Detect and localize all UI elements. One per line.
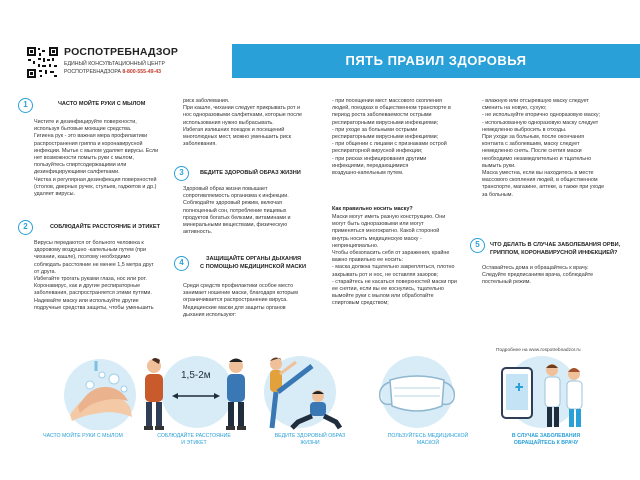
- text-line: - старайтесь не касаться поверхностей маски при: [332, 278, 457, 285]
- text-line: нет возможности помыть руки с мылом,: [34, 155, 134, 162]
- text-line: от друга.: [34, 268, 56, 275]
- section-2-title: СОБЛЮДАЙТЕ РАССТОЯНИЕ И ЭТИКЕТ: [50, 224, 160, 230]
- column-2-top: [183, 98, 333, 148]
- text-line: Избегайте трогать руками глаза, нос или рот.: [34, 276, 147, 283]
- text-line: чихании, кашле), поэтому необходимо: [34, 254, 131, 261]
- text-line: нос одноразовыми салфетками, которые после: [183, 112, 303, 119]
- text-line: дыхания используют:: [183, 311, 237, 318]
- text-line: здоровому воздушно -капельным путем (при: [34, 247, 146, 254]
- caption-line: В СЛУЧАЕ ЗАБОЛЕВАНИЯ: [511, 433, 581, 439]
- text-line: важно правильно ее носить:: [332, 257, 404, 264]
- section-number-5: 5: [470, 238, 485, 253]
- column-4-top: [482, 98, 638, 199]
- caption-distance: [146, 433, 242, 446]
- caption-line: ОБРАЩАЙТЕСЬ К ВРАЧУ: [513, 439, 579, 446]
- text-line: заболевания, распространяется этими путями.: [34, 290, 152, 297]
- page-title: ПЯТЬ ПРАВИЛ ЗДОРОВЬЯ: [345, 53, 527, 68]
- hotline-phone[interactable]: 8-800-555-49-43: [122, 69, 162, 75]
- text-line: транспорте, магазине, аптеке, а также при уходе: [482, 184, 605, 191]
- text-line: - при общении с лицами с признаками острой: [332, 141, 447, 148]
- social-distance-illustration: [132, 352, 262, 432]
- text-line: непринципиально.: [332, 242, 379, 249]
- text-line: полноценный сон, потребление пищевых: [183, 207, 287, 214]
- text-line: Маски могут иметь разную конструкцию. Они: [332, 214, 446, 220]
- text-line: спиртовым средством;: [332, 300, 389, 307]
- text-line: - при рисках инфицирования другими: [332, 155, 427, 162]
- text-line: воздушно-капельным путем.: [332, 170, 404, 177]
- text-line: продуктов богатых белками, витаминами и: [183, 214, 291, 221]
- doctor-consultation-illustration: [492, 352, 592, 432]
- text-line: соблюдать расстояние не менее 1,5 метра друг: [34, 261, 154, 268]
- text-line: сопротивляемость организма к инфекции.: [183, 193, 289, 200]
- text-line: Чистите и дезинфицируйте поверхности,: [34, 119, 137, 125]
- text-line: контакта с заболевшим, маску следует: [482, 141, 580, 148]
- text-line: Избегая излишних поездок и посещений: [183, 126, 285, 133]
- section-4-title-line-2: С ПОМОЩЬЮ МЕДИЦИНСКОЙ МАСКИ: [200, 264, 306, 270]
- text-line: (столов, дверных ручек, стульев, гаджетов и др.): [34, 183, 157, 190]
- text-line: за больным.: [482, 191, 513, 198]
- caption-doctor: [494, 433, 598, 446]
- org-subtitle-2-text: РОСПОТРЕБНАДЗОРА: [64, 69, 121, 75]
- title-banner: [232, 44, 640, 78]
- text-line: занимает ношение маски, благодаря которым: [183, 290, 298, 297]
- text-line: применяться многократно. Какой стороной: [332, 228, 440, 235]
- text-line: Чистка и регулярная дезинфекция поверхностей: [34, 176, 157, 183]
- section-number-1: 1: [18, 98, 33, 113]
- caption-mask: [374, 433, 482, 446]
- text-line: активность.: [183, 229, 213, 236]
- text-line: распространения гриппа и коронавирусной: [34, 140, 143, 147]
- text-line: Коронавирус, как и другие респираторные: [34, 283, 141, 290]
- text-line: - при посещении мест массового скопления: [332, 98, 442, 104]
- text-line: удаляет вирусы.: [34, 191, 76, 198]
- section-5-title-line-2: ГРИППОМ, КОРОНАВИРУСНОЙ ИНФЕКЦИЕЙ?: [490, 250, 618, 256]
- text-line: Среди средств профилактики особое место: [183, 283, 294, 289]
- text-line: пользуйтесь спиртсодержащими или: [34, 162, 127, 169]
- caption-line: ВЕДИТЕ ЗДОРОВЫЙ ОБРАЗ: [274, 433, 346, 439]
- text-line: При уходе за больным, после окончания: [482, 134, 585, 141]
- text-line: немедленно выбросить в отходы.: [482, 126, 567, 133]
- text-line: период роста заболеваемости острыми: [332, 112, 432, 119]
- section-3-body: [183, 186, 333, 236]
- org-name: РОСПОТРЕБНАДЗОР: [64, 46, 179, 58]
- text-line: - использованную одноразовую маску следует: [482, 119, 599, 126]
- text-line: Здоровый образ жизни повышает: [183, 186, 268, 192]
- caption-line: МАСКОЙ: [416, 439, 440, 446]
- text-line: ее снятии, если вы ее коснулись, тщательно: [332, 286, 444, 293]
- text-line: вымойте руки с мылом или обработайте: [332, 293, 434, 300]
- text-line: Оставайтесь дома и обращайтесь к врачу.: [482, 265, 589, 271]
- text-line: использования нужно выбрасывать.: [183, 119, 274, 126]
- text-line: респираторными вирусными инфекциями;: [332, 119, 439, 126]
- text-line: закрывать рот и нос, не оставляя зазоров;: [332, 271, 439, 278]
- text-line: дезинфицирующими салфетками.: [34, 169, 120, 176]
- qr-code-icon: [26, 46, 59, 79]
- section-1-body: [34, 119, 184, 198]
- caption-line: СОБЛЮДАЙТЕ РАССТОЯНИЕ: [157, 433, 231, 439]
- text-line: массового скопления людей, в общественном: [482, 177, 598, 184]
- medical-mask-illustration: [372, 352, 462, 432]
- text-line: подручные средства защиты, чтобы уменьшить: [34, 304, 154, 311]
- text-line: - влажную или отсыревшую маску следует: [482, 98, 589, 104]
- text-line: необходимо незамедлительно и тщательно: [482, 155, 592, 162]
- healthy-lifestyle-illustration: [252, 352, 347, 432]
- text-line: ограничивается распространение вируса.: [183, 297, 288, 304]
- org-subtitle-2: [64, 69, 161, 75]
- caption-healthy-lifestyle: [262, 433, 358, 446]
- text-line: Соблюдайте здоровый режим, включая: [183, 200, 282, 207]
- section-4-body: [183, 283, 333, 319]
- caption-line: ПОЛЬЗУЙТЕСЬ МЕДИЦИНСКОЙ: [387, 433, 469, 439]
- caption-line: И ЭТИКЕТ: [181, 439, 207, 446]
- text-line: респираторными вирусными инфекциями;: [332, 134, 439, 141]
- section-5-title-line-1: ЧТО ДЕЛАТЬ В СЛУЧАЕ ЗАБОЛЕВАНИЯ ОРВИ,: [490, 242, 621, 248]
- text-line: внутрь носить медицинскую маску -: [332, 235, 422, 242]
- text-line: - маска должна тщательно закрепляться, плотно: [332, 264, 455, 271]
- section-number-2: 2: [18, 220, 33, 235]
- section-3-title: ВЕДИТЕ ЗДОРОВЫЙ ОБРАЗ ЖИЗНИ: [200, 170, 301, 176]
- text-line: Медицинские маски для защиты органов: [183, 304, 286, 311]
- text-line: вымыть руки.: [482, 162, 516, 169]
- text-line: немедленно снять. После снятия маски: [482, 148, 582, 155]
- column-3-top: [332, 98, 482, 177]
- text-line: минеральными веществами, физическую: [183, 222, 288, 229]
- text-line: инфекции. Мытье с мылом удаляет вирусы. Если: [34, 147, 159, 154]
- text-line: Гигиена рук - это важная мера профилактики: [34, 133, 148, 140]
- text-line: могут быть одноразовыми или могут: [332, 221, 424, 228]
- text-line: используя бытовые моющие средства.: [34, 126, 132, 133]
- text-line: риск заболевания.: [183, 98, 230, 104]
- text-line: Вирусы передаются от больного человека к: [34, 240, 144, 246]
- text-line: - при уходе за больными острыми: [332, 126, 418, 133]
- text-line: заболевания.: [183, 141, 217, 148]
- text-line: инфекциями, передающимися: [332, 162, 409, 169]
- section-4-title-line-1: ЗАЩИЩАЙТЕ ОРГАНЫ ДЫХАНИЯ: [206, 256, 302, 262]
- text-line: При кашле, чихании следует прикрывать рот и: [183, 105, 301, 112]
- mask-question-body: [332, 214, 482, 308]
- section-2-body: [34, 240, 184, 312]
- section-number-4: 4: [174, 256, 189, 271]
- text-line: Надевайте маску или используйте другие: [34, 297, 139, 304]
- text-line: многолюдных мест, можно уменьшить риск: [183, 134, 291, 141]
- text-line: Следуйте предписаниям врача, соблюдайте: [482, 272, 594, 279]
- caption-line: ЖИЗНИ: [300, 439, 320, 446]
- source-link[interactable]: Подробнее на www.rospotrebnadzor.ru: [496, 348, 581, 353]
- distance-label: 1,5-2м: [181, 370, 211, 381]
- text-line: Маска уместна, если вы находитесь в месте: [482, 170, 594, 177]
- section-5-body: [482, 265, 638, 287]
- text-line: - не используйте вторично одноразовую маску;: [482, 112, 601, 119]
- caption-line: ЧАСТО МОЙТЕ РУКИ С МЫЛОМ: [43, 433, 123, 439]
- text-line: Чтобы обезопасить себя от заражения, крайне: [332, 250, 450, 257]
- mask-question-title: Как правильно носить маску?: [332, 206, 413, 212]
- org-subtitle: ЕДИНЫЙ КОНСУЛЬТАЦИОННЫЙ ЦЕНТР: [64, 61, 165, 67]
- text-line: респираторной вирусной инфекции;: [332, 148, 423, 155]
- section-number-3: 3: [174, 166, 189, 181]
- text-line: людей, поездках в общественном транспорте в: [332, 105, 451, 112]
- text-line: сменить на новую, сухую;: [482, 105, 547, 112]
- section-1-title: ЧАСТО МОЙТЕ РУКИ С МЫЛОМ: [58, 101, 146, 107]
- caption-hand-washing: [28, 433, 138, 440]
- text-line: постельный режим.: [482, 279, 531, 286]
